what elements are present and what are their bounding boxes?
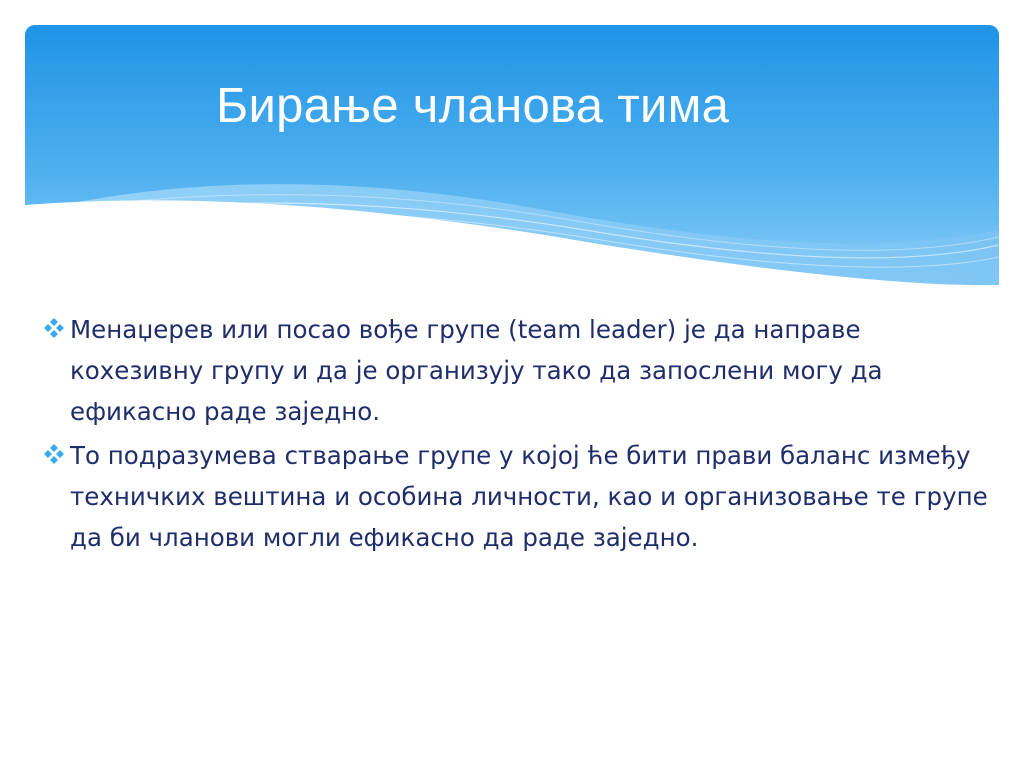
wave-background bbox=[25, 25, 999, 295]
diamond-bullet-icon bbox=[44, 444, 64, 464]
diamond-bullet-icon bbox=[44, 318, 64, 338]
bullet-item bbox=[44, 435, 994, 558]
bullet-text: То подразумева стварање групе у којој ће бити прави баланс између техничких вештина и особина личности, као и организовање те групе да би чланови могли ефикасно да раде заједно. bbox=[70, 441, 988, 552]
header-banner bbox=[25, 25, 999, 295]
bullet-item bbox=[44, 309, 994, 432]
bullet-list bbox=[44, 309, 994, 561]
slide-title: Бирање чланова тима bbox=[216, 79, 730, 133]
bullet-text: Менаџерев или посао вође групе (team leader) је да направе кохезивну групу и да је организују тако да запослени могу да ефикасно раде заједно. bbox=[70, 315, 883, 426]
